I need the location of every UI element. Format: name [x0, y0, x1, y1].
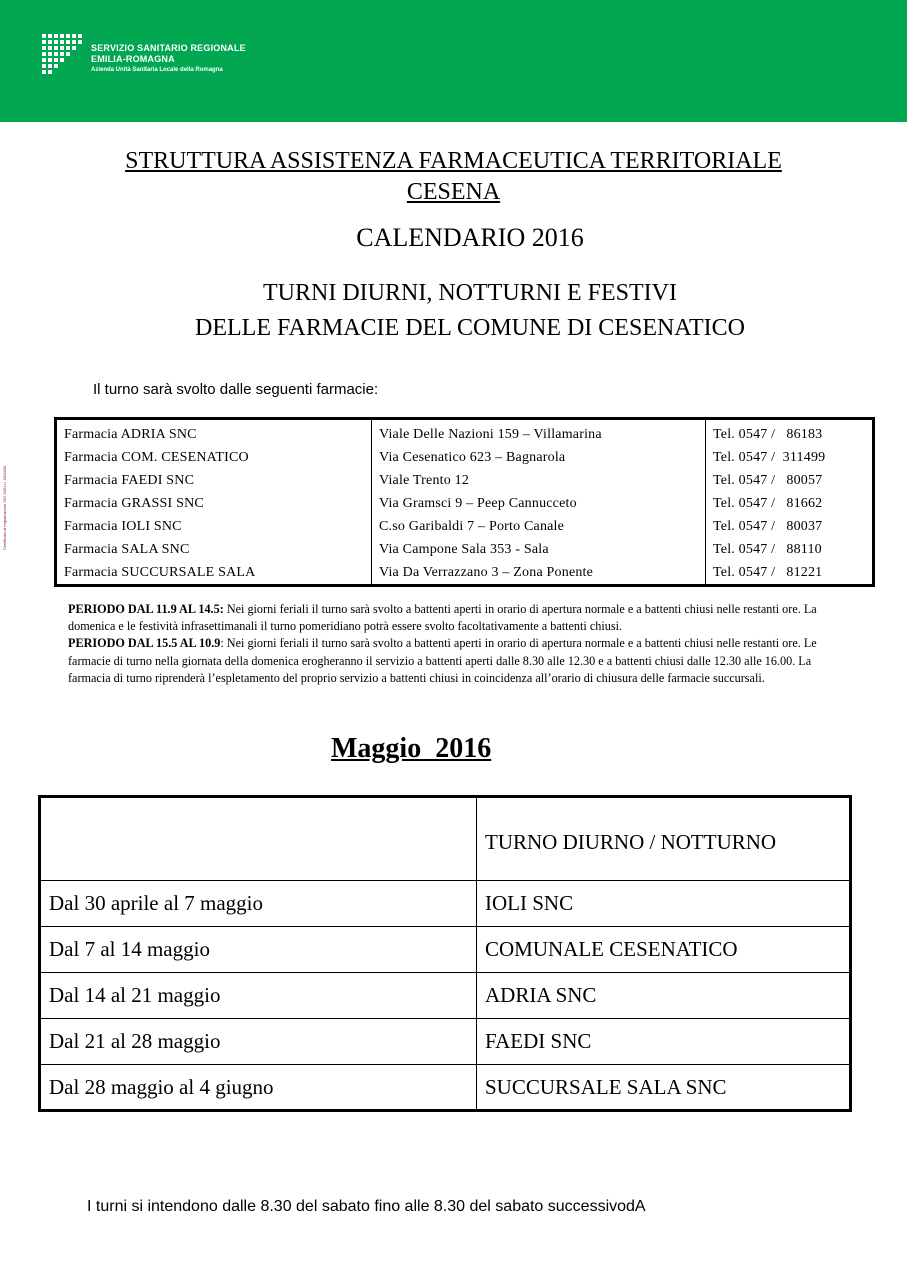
pharmacy-name-cell	[56, 515, 372, 538]
pharmacy-name: SUCCURSALE SALA	[121, 565, 256, 580]
pharmacy-name-cell	[56, 446, 372, 469]
pharmacy-prefix: Farmacia	[64, 496, 122, 511]
pharmacy-tel: Tel. 0547 / 81221	[706, 561, 874, 586]
schedule-pharmacy: COMUNALE CESENATICO	[477, 927, 851, 973]
schedule-period: Dal 30 aprile al 7 maggio	[40, 881, 477, 927]
pharmacy-tel: Tel. 0547 / 80037	[706, 515, 874, 538]
footer-note: I turni si intendono dalle 8.30 del sabato fino alle 8.30 del sabato successivodA	[87, 1198, 646, 1215]
schedule-table	[38, 795, 852, 1112]
pharmacy-row	[56, 492, 874, 515]
pharmacy-address: C.so Garibaldi 7 – Porto Canale	[372, 515, 706, 538]
pharmacy-tel: Tel. 0547 / 311499	[706, 446, 874, 469]
calendar-title: CALENDARIO 2016	[356, 223, 584, 252]
pharmacy-name: SALA SNC	[121, 542, 190, 557]
logo-line2: EMILIA-ROMAGNA	[91, 54, 175, 64]
heading-line1: STRUTTURA ASSISTENZA FARMACEUTICA TERRITORIALE	[125, 148, 782, 174]
pharmacy-address: Viale Trento 12	[372, 469, 706, 492]
document-heading	[30, 146, 877, 208]
period2-text: : Nei giorni feriali il turno sarà svolto a battenti aperti in orario di apertura normale e a battenti chiusi nelle restanti ore. Le farmacie di turno nella giornata della domenica erogheranno il servizio a battenti aperti dalle 8.30 alle 12.30 e a battenti chiusi dalle 12.30 alle 16.00. La farmacia di turno riprenderà l’espletamento del proprio servizio a battenti chiusi in coincidenza all’orario di chiusura delle farmacie succursali.	[68, 636, 817, 685]
subtitle-line2: DELLE FARMACIE DEL COMUNE DI CESENATICO	[195, 315, 745, 341]
pharmacy-row	[56, 538, 874, 561]
logo-line3: Azienda Unità Sanitaria Locale della Romagna	[91, 67, 223, 73]
pharmacy-tel: Tel. 0547 / 86183	[706, 419, 874, 447]
schedule-row	[40, 1019, 851, 1065]
pharmacy-prefix: Farmacia	[64, 473, 122, 488]
schedule-row	[40, 927, 851, 973]
period1-text: Nei giorni feriali il turno sarà svolto a battenti aperti in orario di apertura normale e a battenti chiusi nelle restanti ore. La domenica e le festività infrasettimanali il turno pomeridiano potrà essere svolto facoltativamente a battenti chiusi.	[68, 602, 817, 634]
pharmacy-prefix: Farmacia	[64, 565, 122, 580]
period2-label: PERIODO DAL 15.5 AL 10.9	[68, 636, 221, 651]
pharmacy-row	[56, 515, 874, 538]
subtitle-line1: TURNI DIURNI, NOTTURNI E FESTIVI	[263, 280, 677, 306]
logo-text	[91, 43, 246, 75]
subtitle	[0, 276, 907, 346]
schedule-period: Dal 7 al 14 maggio	[40, 927, 477, 973]
schedule-header-turn: TURNO DIURNO / NOTTURNO	[477, 797, 851, 881]
pharmacy-row	[56, 419, 874, 447]
schedule-pharmacy: IOLI SNC	[477, 881, 851, 927]
heading-line2: CESENA	[406, 179, 501, 205]
schedule-period: Dal 28 maggio al 4 giugno	[40, 1065, 477, 1111]
pharmacy-address: Via Gramsci 9 – Peep Cannucceto	[372, 492, 706, 515]
period1-label: PERIODO DAL 11.9 AL 14.5:	[68, 602, 224, 616]
schedule-row	[40, 881, 851, 927]
pharmacy-name: COM. CESENATICO	[121, 450, 249, 465]
pharmacy-prefix: Farmacia	[64, 450, 122, 465]
side-note: Certificato di registrazione ISO 9001 n. 0000/00	[2, 465, 7, 550]
pharmacy-address: Via Da Verrazzano 3 – Zona Ponente	[372, 561, 706, 586]
pharmacy-address: Via Cesenatico 623 – Bagnarola	[372, 446, 706, 469]
pharmacy-name-cell	[56, 469, 372, 492]
regione-logo-icon	[40, 32, 84, 76]
pharmacy-name: GRASSI SNC	[121, 496, 204, 511]
pharmacy-tel: Tel. 0547 / 80057	[706, 469, 874, 492]
pharmacy-name: FAEDI SNC	[121, 473, 195, 488]
pharmacy-name: IOLI SNC	[121, 519, 182, 534]
pharmacy-name-cell	[56, 419, 372, 447]
schedule-header-period	[40, 797, 477, 881]
period-notes	[68, 601, 840, 687]
intro-text: Il turno sarà svolto dalle seguenti farmacie:	[93, 381, 379, 398]
schedule-pharmacy: ADRIA SNC	[477, 973, 851, 1019]
schedule-pharmacy: SUCCURSALE SALA SNC	[477, 1065, 851, 1111]
pharmacy-name-cell	[56, 492, 372, 515]
pharmacy-row	[56, 446, 874, 469]
pharmacy-prefix: Farmacia	[64, 427, 121, 442]
pharmacy-tel: Tel. 0547 / 81662	[706, 492, 874, 515]
month-title: Maggio 2016	[331, 733, 492, 764]
schedule-row	[40, 1065, 851, 1111]
pharmacy-prefix: Farmacia	[64, 519, 122, 534]
header-banner	[0, 0, 907, 122]
pharmacy-name-cell	[56, 538, 372, 561]
pharmacy-tel: Tel. 0547 / 88110	[706, 538, 874, 561]
pharmacy-row	[56, 561, 874, 586]
logo-line1: SERVIZIO SANITARIO REGIONALE	[91, 43, 246, 53]
pharmacy-name-cell	[56, 561, 372, 586]
pharmacies-table	[54, 417, 875, 587]
schedule-period: Dal 14 al 21 maggio	[40, 973, 477, 1019]
schedule-pharmacy: FAEDI SNC	[477, 1019, 851, 1065]
schedule-row	[40, 973, 851, 1019]
pharmacy-name: ADRIA SNC	[120, 427, 197, 442]
schedule-period: Dal 21 al 28 maggio	[40, 1019, 477, 1065]
pharmacy-prefix: Farmacia	[64, 542, 122, 557]
pharmacy-address: Viale Delle Nazioni 159 – Villamarina	[372, 419, 706, 447]
pharmacy-address: Via Campone Sala 353 - Sala	[372, 538, 706, 561]
pharmacy-row	[56, 469, 874, 492]
schedule-header-row	[40, 797, 851, 881]
